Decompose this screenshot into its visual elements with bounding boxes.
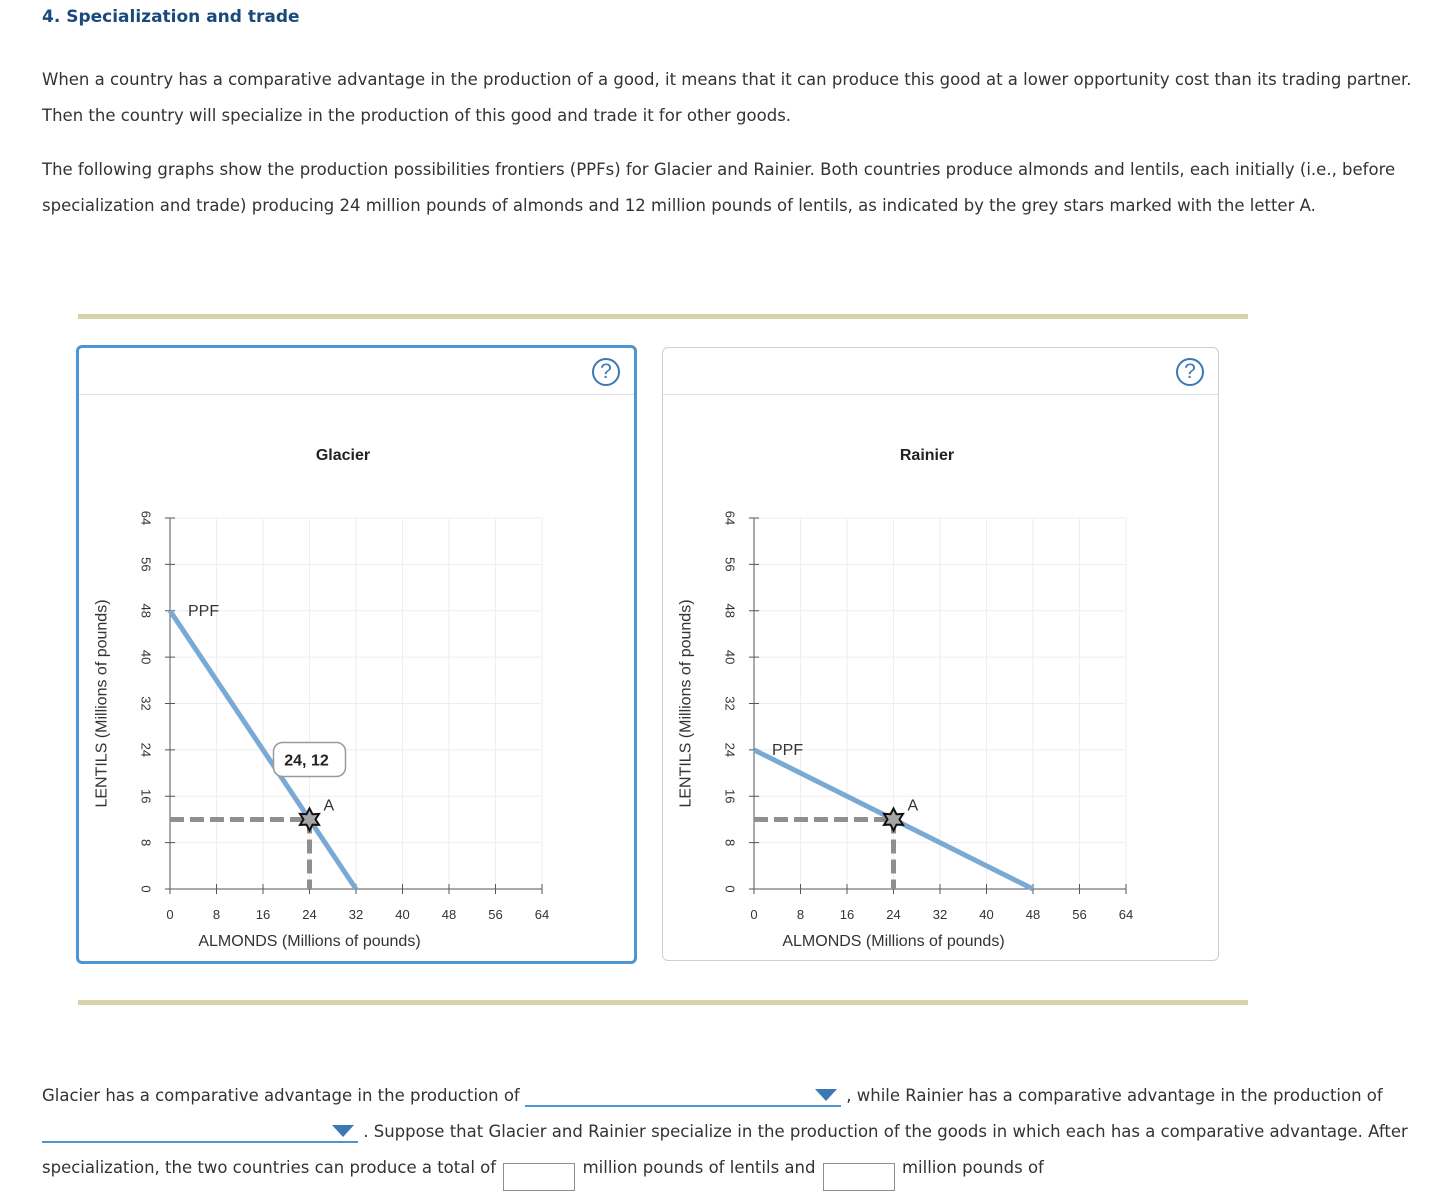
chart-title: Rainier: [899, 447, 955, 464]
chevron-down-icon: [332, 1125, 354, 1137]
total-almonds-input[interactable]: [823, 1163, 895, 1191]
x-tick-label: 16: [255, 907, 271, 922]
x-axis-title: ALMONDS (Millions of pounds): [782, 933, 1005, 950]
chevron-down-icon: [815, 1089, 837, 1101]
y-tick-label: 8: [138, 839, 154, 847]
answer-question: [42, 1078, 1442, 1191]
y-tick-label: 40: [138, 649, 154, 665]
bottom-divider: [78, 1000, 1248, 1005]
intro-paragraph: When a country has a comparative advantage in the production of a good, it means that it can produce this good at a lower opportunity cost than its trading partner. Then the country will specialize in the production of this good and trade it for other goods.: [42, 70, 1412, 125]
x-tick-label: 48: [441, 907, 457, 922]
y-tick-label: 56: [138, 557, 154, 572]
y-tick-label: 24: [722, 742, 738, 758]
y-tick-label: 56: [722, 557, 738, 572]
total-lentils-input[interactable]: [503, 1163, 575, 1191]
y-tick-label: 8: [722, 839, 738, 847]
x-tick-label: 0: [750, 907, 758, 922]
rainier-help-icon[interactable]: ?: [1176, 358, 1204, 386]
y-axis-title: LENTILS (Millions of pounds): [93, 599, 111, 808]
glacier-advantage-dropdown[interactable]: [525, 1083, 841, 1107]
y-tick-label: 32: [722, 696, 738, 711]
x-tick-label: 24: [302, 907, 317, 922]
y-tick-label: 0: [138, 885, 154, 893]
point-tooltip-text: 24, 12: [284, 752, 329, 770]
x-tick-label: 8: [796, 907, 805, 922]
glacier-graph-panel[interactable]: [76, 345, 637, 964]
answer-text-1: Glacier has a comparative advantage in the production of: [42, 1086, 520, 1105]
glacier-help-icon[interactable]: ?: [592, 358, 620, 386]
glacier-ppf-chart[interactable]: [79, 348, 635, 962]
x-tick-label: 56: [488, 907, 503, 922]
graphs-description-paragraph: The following graphs show the production possibilities frontiers (PPFs) for Glacier and Rainier. Both countries produce almonds and lentils, each initially (i.e., before specialization and trade) producing 24 million pounds of almonds and 12 million pounds of lentils, as indicated by the grey stars marked with the letter A.: [42, 160, 1396, 215]
answer-text-5: million pounds of: [901, 1158, 1044, 1177]
x-tick-label: 16: [839, 907, 855, 922]
x-tick-label: 8: [212, 907, 221, 922]
y-tick-label: 16: [138, 789, 154, 804]
x-tick-label: 24: [886, 907, 901, 922]
rainier-ppf-chart[interactable]: [663, 348, 1219, 962]
point-a-star-icon: [884, 808, 903, 830]
x-tick-label: 40: [395, 907, 410, 922]
x-tick-label: 48: [1025, 907, 1041, 922]
x-tick-label: 32: [932, 907, 948, 922]
x-tick-label: 64: [534, 907, 550, 922]
point-a-label: A: [323, 797, 335, 815]
x-tick-label: 32: [348, 907, 364, 922]
x-tick-label: 64: [1118, 907, 1134, 922]
question-title: 4. Specialization and trade: [42, 7, 300, 27]
x-tick-label: 40: [979, 907, 994, 922]
y-tick-label: 64: [722, 510, 738, 526]
top-divider: [78, 314, 1248, 319]
y-axis-title: LENTILS (Millions of pounds): [677, 599, 695, 808]
rainier-advantage-dropdown[interactable]: [42, 1119, 358, 1143]
answer-text-2: , while Rainier has a comparative advantage in the production of: [846, 1086, 1383, 1105]
y-tick-label: 40: [722, 649, 738, 665]
y-tick-label: 24: [138, 742, 154, 758]
point-a-label: A: [907, 797, 919, 815]
y-tick-label: 32: [138, 696, 154, 711]
y-tick-label: 48: [722, 603, 738, 618]
y-tick-label: 64: [138, 510, 154, 526]
chart-title: Glacier: [315, 447, 371, 464]
answer-text-3: . Suppose that Glacier and Rainier specialize in the production of the goods in which each has a comparative advantage. After specialization, the two countries can produce a total of: [42, 1122, 1408, 1177]
x-axis-title: ALMONDS (Millions of pounds): [198, 933, 421, 950]
answer-text-4: million pounds of lentils and: [582, 1158, 816, 1177]
y-tick-label: 16: [722, 789, 738, 804]
y-tick-label: 48: [138, 603, 154, 618]
y-tick-label: 0: [722, 885, 738, 893]
x-tick-label: 0: [166, 907, 174, 922]
ppf-label: PPF: [772, 741, 804, 759]
rainier-graph-panel[interactable]: [662, 347, 1219, 961]
ppf-label: PPF: [188, 602, 220, 620]
x-tick-label: 56: [1072, 907, 1087, 922]
